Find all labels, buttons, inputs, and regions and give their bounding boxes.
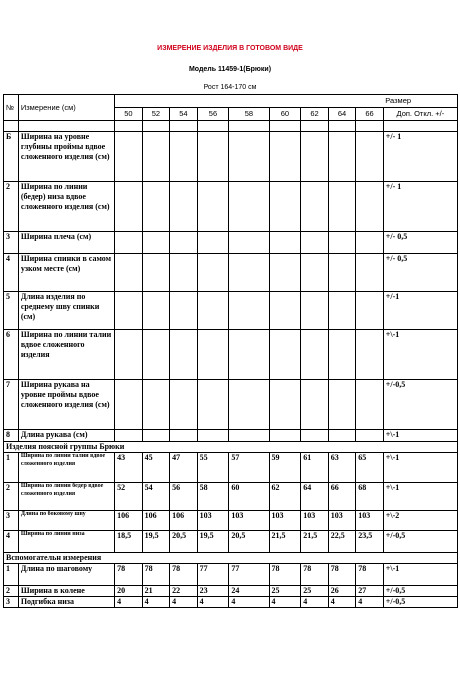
table-row	[4, 330, 458, 380]
measure-name: Ширина по линии (бедер) низа вдвое сложенного изделия (см)	[18, 182, 114, 232]
empty-cell	[197, 430, 229, 442]
value-cell: 43	[115, 453, 143, 483]
row-number: 2	[4, 586, 19, 597]
row-number: 3	[4, 232, 19, 254]
empty-cell	[301, 254, 329, 292]
empty-cell	[142, 292, 170, 330]
value-cell: 23	[197, 586, 229, 597]
row-number: 3	[4, 597, 19, 608]
empty-cell	[115, 330, 143, 380]
row-number: 3	[4, 511, 19, 531]
empty-cell	[170, 254, 198, 292]
empty-cell	[328, 330, 356, 380]
measure-name: Длина изделия по среднему шву спинки (см)	[18, 292, 114, 330]
size-cell: 50	[115, 108, 143, 121]
measure-name: Ширина рукава на уровне проймы вдвое сложенного изделия (см)	[18, 380, 114, 430]
size-cell: 62	[301, 108, 329, 121]
measure-header: Измерение (см)	[18, 95, 114, 121]
section-row	[4, 442, 458, 453]
empty-cell	[229, 232, 269, 254]
empty-cell	[197, 330, 229, 380]
height-range: Рост 164-170 см	[203, 84, 257, 91]
value-cell: 19,5	[142, 531, 170, 553]
empty-cell	[356, 430, 384, 442]
value-cell: 4	[356, 597, 384, 608]
table-row	[4, 531, 458, 553]
value-cell: 47	[170, 453, 198, 483]
empty-cell	[269, 380, 301, 430]
value-cell: 4	[115, 597, 143, 608]
value-cell: 77	[197, 564, 229, 586]
document-title: ИЗМЕРЕНИЕ ИЗДЕЛИЯ В ГОТОВОМ ВИДЕ	[157, 45, 303, 52]
size-cell: 54	[170, 108, 198, 121]
empty-cell	[142, 182, 170, 232]
empty-cell	[170, 132, 198, 182]
size-cell: 60	[269, 108, 301, 121]
value-cell: 61	[301, 453, 329, 483]
tolerance-cell: +\-1	[383, 430, 457, 442]
table-row	[4, 380, 458, 430]
table-row	[4, 232, 458, 254]
empty-cell	[142, 430, 170, 442]
empty-cell	[328, 380, 356, 430]
row-number: 2	[4, 483, 19, 511]
table-row	[4, 132, 458, 182]
empty-cell	[328, 182, 356, 232]
value-cell: 21,5	[269, 531, 301, 553]
empty-cell	[115, 132, 143, 182]
section-heading: Изделия поясной группы Брюки	[4, 442, 458, 453]
empty-cell	[229, 182, 269, 232]
tolerance-header: Доп. Откл. +/-	[383, 108, 457, 121]
tolerance-cell: +\-1	[383, 453, 457, 483]
value-cell: 68	[356, 483, 384, 511]
table-row	[4, 511, 458, 531]
measure-name: Ширина в колене	[18, 586, 114, 597]
value-cell: 18,5	[115, 531, 143, 553]
value-cell: 55	[197, 453, 229, 483]
table-row	[4, 254, 458, 292]
value-cell: 106	[142, 511, 170, 531]
empty-cell	[269, 430, 301, 442]
tolerance-cell: +/- 1	[383, 182, 457, 232]
value-cell: 52	[115, 483, 143, 511]
value-cell: 78	[115, 564, 143, 586]
value-cell: 103	[328, 511, 356, 531]
empty-cell	[197, 380, 229, 430]
empty-cell	[269, 121, 301, 132]
table-row	[4, 182, 458, 232]
empty-cell	[328, 254, 356, 292]
num-header: №	[4, 95, 19, 121]
empty-cell	[328, 121, 356, 132]
value-cell: 78	[328, 564, 356, 586]
measure-name: Ширина плеча (см)	[18, 232, 114, 254]
value-cell: 4	[170, 597, 198, 608]
row-number: 1	[4, 453, 19, 483]
spacer-row	[4, 121, 458, 132]
value-cell: 4	[142, 597, 170, 608]
empty-cell	[229, 121, 269, 132]
measurement-table	[3, 94, 458, 608]
table-row	[4, 586, 458, 597]
value-cell: 22,5	[328, 531, 356, 553]
empty-cell	[356, 292, 384, 330]
measure-name: Длина по шаговому	[18, 564, 114, 586]
empty-cell	[301, 292, 329, 330]
value-cell: 54	[142, 483, 170, 511]
measure-name: Ширина на уровне глубины проймы вдвое сложенного изделия (см)	[18, 132, 114, 182]
value-cell: 26	[328, 586, 356, 597]
value-cell: 103	[269, 511, 301, 531]
empty-cell	[197, 232, 229, 254]
table-body	[4, 95, 458, 608]
empty-cell	[170, 430, 198, 442]
empty-cell	[356, 182, 384, 232]
value-cell: 63	[328, 453, 356, 483]
value-cell: 4	[197, 597, 229, 608]
empty-cell	[328, 232, 356, 254]
empty-cell	[170, 182, 198, 232]
tolerance-cell: +/- 0,5	[383, 232, 457, 254]
value-cell: 24	[229, 586, 269, 597]
tolerance-cell: +/-0,5	[383, 597, 457, 608]
table-row	[4, 292, 458, 330]
measure-name: Длина рукава (см)	[18, 430, 114, 442]
tolerance-cell: +/-0,5	[383, 380, 457, 430]
value-cell: 103	[356, 511, 384, 531]
empty-cell	[197, 292, 229, 330]
empty-cell	[269, 330, 301, 380]
measure-name: Подгибка низа	[18, 597, 114, 608]
value-cell: 106	[115, 511, 143, 531]
empty-cell	[229, 292, 269, 330]
empty-cell	[142, 132, 170, 182]
empty-cell	[115, 254, 143, 292]
value-cell: 21	[142, 586, 170, 597]
empty-cell	[115, 182, 143, 232]
size-cell: 52	[142, 108, 170, 121]
empty-cell	[142, 330, 170, 380]
empty-cell	[269, 232, 301, 254]
empty-cell	[115, 232, 143, 254]
measure-name: Ширина спинки в самом узком месте (см)	[18, 254, 114, 292]
empty-cell	[328, 132, 356, 182]
value-cell: 25	[269, 586, 301, 597]
measure-name: Ширина по линии талии вдвое сложенного изделия	[18, 453, 114, 483]
table-row	[4, 430, 458, 442]
table-row	[4, 453, 458, 483]
value-cell: 4	[328, 597, 356, 608]
value-cell: 21,5	[301, 531, 329, 553]
value-cell: 60	[229, 483, 269, 511]
empty-cell	[229, 430, 269, 442]
value-cell: 59	[269, 453, 301, 483]
tolerance-cell: +\-1	[383, 483, 457, 511]
value-cell: 66	[328, 483, 356, 511]
tolerance-cell: +/-0,5	[383, 586, 457, 597]
empty-cell	[269, 182, 301, 232]
value-cell: 78	[142, 564, 170, 586]
value-cell: 62	[269, 483, 301, 511]
row-number: 8	[4, 430, 19, 442]
value-cell: 103	[229, 511, 269, 531]
row-number: 6	[4, 330, 19, 380]
tolerance-cell: +/- 1	[383, 132, 457, 182]
row-number: 4	[4, 254, 19, 292]
value-cell: 78	[356, 564, 384, 586]
empty-cell	[197, 132, 229, 182]
empty-cell	[115, 430, 143, 442]
empty-cell	[115, 380, 143, 430]
value-cell: 20	[115, 586, 143, 597]
empty-cell	[142, 380, 170, 430]
size-cell: 64	[328, 108, 356, 121]
value-cell: 45	[142, 453, 170, 483]
empty-cell	[328, 292, 356, 330]
empty-cell	[301, 132, 329, 182]
empty-cell	[301, 182, 329, 232]
table-row	[4, 564, 458, 586]
empty-cell	[170, 380, 198, 430]
row-number: 1	[4, 564, 19, 586]
row-number: Б	[4, 132, 19, 182]
row-number: 4	[4, 531, 19, 553]
empty-cell	[197, 182, 229, 232]
empty-cell	[142, 121, 170, 132]
section-row	[4, 553, 458, 564]
value-cell: 78	[170, 564, 198, 586]
empty-cell	[269, 254, 301, 292]
empty-cell	[170, 330, 198, 380]
empty-cell	[356, 254, 384, 292]
empty-cell	[115, 292, 143, 330]
empty-cell	[356, 380, 384, 430]
empty-cell	[229, 330, 269, 380]
empty-cell	[356, 121, 384, 132]
empty-cell	[356, 232, 384, 254]
value-cell: 4	[269, 597, 301, 608]
empty-cell	[197, 121, 229, 132]
measure-name: Ширина по линии низа	[18, 531, 114, 553]
value-cell: 4	[301, 597, 329, 608]
tolerance-cell: +\-1	[383, 330, 457, 380]
section-heading: Вспомогательн измерения	[4, 553, 458, 564]
tolerance-cell: +/-1	[383, 292, 457, 330]
empty-cell	[301, 380, 329, 430]
measure-name: Ширина по линии бедер вдвое сложенного изделия	[18, 483, 114, 511]
empty-cell	[301, 232, 329, 254]
empty-cell	[18, 121, 114, 132]
empty-cell	[301, 430, 329, 442]
value-cell: 65	[356, 453, 384, 483]
size-header: Размер	[383, 95, 457, 108]
value-cell: 19,5	[197, 531, 229, 553]
empty-cell	[4, 121, 19, 132]
value-cell: 25	[301, 586, 329, 597]
value-cell: 57	[229, 453, 269, 483]
value-cell: 103	[197, 511, 229, 531]
value-cell: 23,5	[356, 531, 384, 553]
empty-cell	[269, 132, 301, 182]
empty-cell	[170, 232, 198, 254]
value-cell: 27	[356, 586, 384, 597]
table-row	[4, 483, 458, 511]
size-cell: 58	[229, 108, 269, 121]
tolerance-cell: +\-1	[383, 564, 457, 586]
empty-cell	[356, 132, 384, 182]
row-number: 7	[4, 380, 19, 430]
table-row	[4, 597, 458, 608]
empty-cell	[197, 254, 229, 292]
empty-cell	[301, 330, 329, 380]
value-cell: 22	[170, 586, 198, 597]
value-cell: 56	[170, 483, 198, 511]
size-cell: 56	[197, 108, 229, 121]
value-cell: 77	[229, 564, 269, 586]
value-cell: 20,5	[170, 531, 198, 553]
measure-name: Ширина по линии талии вдвое сложенного изделия	[18, 330, 114, 380]
empty-cell	[115, 121, 143, 132]
measure-name: Длина по боковому шву	[18, 511, 114, 531]
empty-cell	[229, 132, 269, 182]
value-cell: 106	[170, 511, 198, 531]
empty-cell	[301, 121, 329, 132]
value-cell: 103	[301, 511, 329, 531]
tolerance-cell: +\-2	[383, 511, 457, 531]
value-cell: 78	[269, 564, 301, 586]
tolerance-cell: +/- 0,5	[383, 254, 457, 292]
value-cell: 78	[301, 564, 329, 586]
empty-cell	[170, 121, 198, 132]
empty-cell	[383, 121, 457, 132]
value-cell: 4	[229, 597, 269, 608]
empty-cell	[170, 292, 198, 330]
empty-cell	[142, 254, 170, 292]
empty-cell	[229, 254, 269, 292]
value-cell: 58	[197, 483, 229, 511]
value-cell: 20,5	[229, 531, 269, 553]
empty-cell	[269, 292, 301, 330]
value-cell: 64	[301, 483, 329, 511]
empty-cell	[356, 330, 384, 380]
row-number: 5	[4, 292, 19, 330]
tolerance-cell: +/-0,5	[383, 531, 457, 553]
model-name: Модель 11459-1(Брюки)	[188, 66, 272, 73]
empty-cell	[328, 430, 356, 442]
size-cell: 66	[356, 108, 384, 121]
empty-cell	[229, 380, 269, 430]
empty-cell	[142, 232, 170, 254]
row-number: 2	[4, 182, 19, 232]
